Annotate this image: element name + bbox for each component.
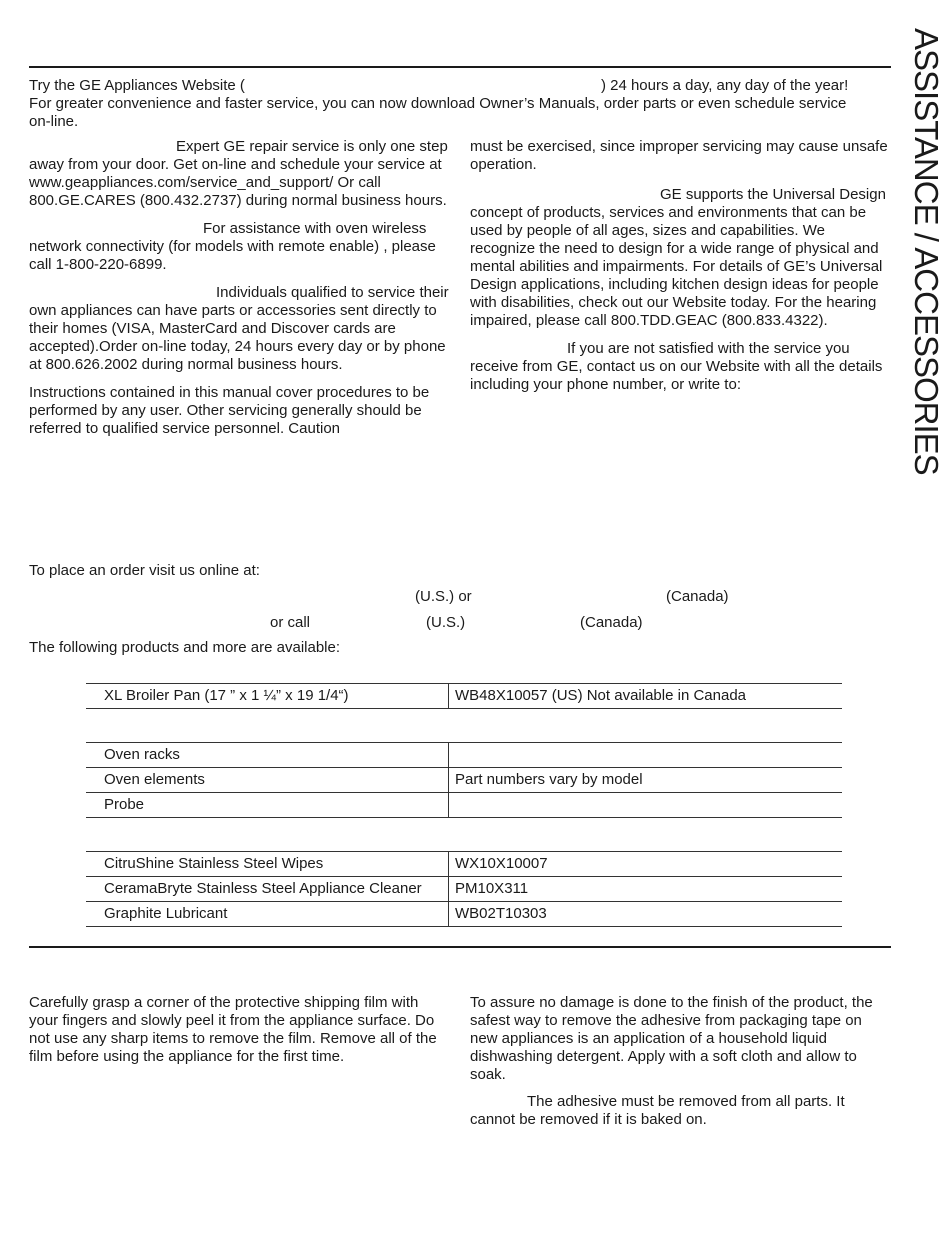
top-divider <box>29 66 891 68</box>
table-cell-part-number: PM10X311 <box>449 877 843 902</box>
cookware-table <box>86 683 842 709</box>
table-row <box>86 684 842 709</box>
schedule-service-paragraph: Expert GE repair service is only one step away from your door. Get on-line and schedule your service at www.geappliances.com/service_and_support/ Or call 800.GE.CARES (800.432.2737) during normal business hours. <box>29 138 448 209</box>
table-cell-part-number: WB48X10057 (US) Not available in Canada <box>449 684 843 709</box>
table-row <box>86 793 842 818</box>
intro-text-start: Try the GE Appliances Website ( <box>29 77 245 94</box>
table-row <box>86 877 842 902</box>
table-row <box>86 768 842 793</box>
intro-text-end: ) 24 hours a day, any day of the year! For greater convenience and faster service, you can now download Owner’s Manuals, order parts or even schedule service on-line. <box>29 77 849 130</box>
left-column <box>29 138 449 446</box>
order-online-text: To place an order visit us online at: <box>29 562 260 579</box>
parts-accessories-paragraph: Individuals qualified to service their own appliances can have parts or accessories sent directly to their homes (VISA, MasterCard and Discover cards are accepted).Order on-line today, 24 hours every day or by phone at 800.626.2002 during normal business hours. <box>29 284 449 373</box>
table-cell-item: Oven racks <box>86 743 449 768</box>
adhesive-section <box>470 994 890 1137</box>
table-row <box>86 743 842 768</box>
table-cell-item: XL Broiler Pan (17 ” x 1 ¼” x 19 1/4“) <box>86 684 449 709</box>
table-cell-part-number: Part numbers vary by model <box>449 768 843 793</box>
order-or-call-text: or call <box>270 614 311 631</box>
products-intro-text: The following products and more are available: <box>29 639 341 656</box>
section-divider <box>29 946 891 948</box>
adhesive-paragraph: To assure no damage is done to the finish of the product, the safest way to remove the adhesive from packaging tape on new appliances is an application of a household liquid dishwashing detergent. Apply with a soft cloth and allow to soak. <box>470 994 873 1083</box>
table-cell-item: Oven elements <box>86 768 449 793</box>
caution-continued-paragraph: must be exercised, since improper servicing may cause unsafe operation. <box>470 138 888 173</box>
order-canada-phone-text: (Canada) <box>580 614 643 631</box>
table-row <box>86 852 842 877</box>
table-row <box>86 902 842 927</box>
section-side-title: ASSISTANCE / ACCESSORIES <box>908 28 945 475</box>
right-column <box>470 138 892 402</box>
connectivity-paragraph: For assistance with oven wireless network connectivity (for models with remote enable) , please call 1-800-220-6899. <box>29 220 436 273</box>
table-cell-part-number <box>449 793 843 818</box>
table-cell-item: CeramaBryte Stainless Steel Appliance Cleaner <box>86 877 449 902</box>
table-cell-item: Probe <box>86 793 449 818</box>
film-removal-paragraph: Carefully grasp a corner of the protective shipping film with your fingers and slowly peel it from the appliance surface. Do not use any sharp items to remove the film. Remove all of the film before using the appliance for the first time. <box>29 994 437 1065</box>
instructions-paragraph: Instructions contained in this manual cover procedures to be performed by any user. Other servicing generally should be referred to qualified service personnel. Caution <box>29 384 430 437</box>
adhesive-note-paragraph: The adhesive must be removed from all parts. It cannot be removed if it is baked on. <box>470 1093 845 1128</box>
table-cell-item: Graphite Lubricant <box>86 902 449 927</box>
contact-us-paragraph: If you are not satisfied with the service you receive from GE, contact us on our Website with all the details including your phone number, or write to: <box>470 340 883 393</box>
cleaning-table <box>86 851 842 927</box>
intro-paragraph <box>29 77 871 131</box>
table-cell-item: CitruShine Stainless Steel Wipes <box>86 852 449 877</box>
table-cell-part-number: WX10X10007 <box>449 852 843 877</box>
parts-table <box>86 742 842 818</box>
universal-design-paragraph: GE supports the Universal Design concept of products, services and environments that can be used by people of all ages, sizes and capabilities. We recognize the need to design for a wide range of physical and mental abilities and impairments. For details of GE’s Universal Design applications, including kitchen design ideas for people with disabilities, check out our Website today. For the hearing impaired, please call 800.TDD.GEAC (800.833.4322). <box>470 186 886 329</box>
order-canada-text: (Canada) <box>666 588 729 605</box>
order-us-or-text: (U.S.) or <box>415 588 472 605</box>
order-us-phone-text: (U.S.) <box>426 614 466 631</box>
table-cell-part-number: WB02T10303 <box>449 902 843 927</box>
table-cell-part-number <box>449 743 843 768</box>
